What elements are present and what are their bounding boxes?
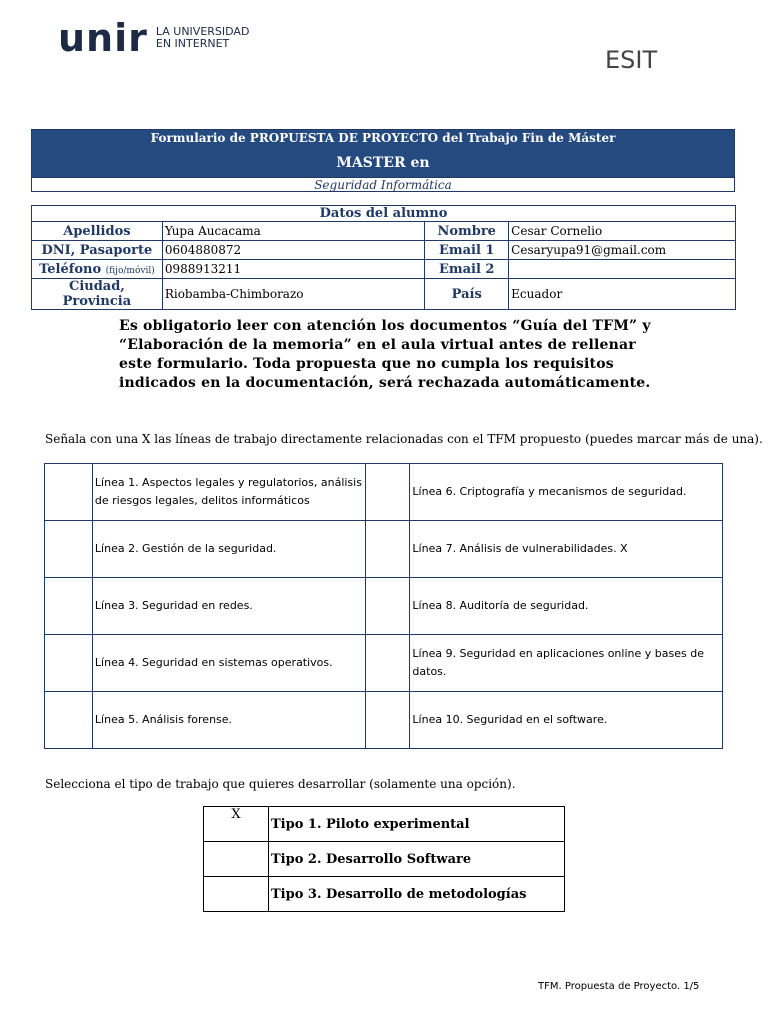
linea-checkbox[interactable] (45, 464, 93, 521)
telefono-label-text: Teléfono (39, 261, 102, 277)
form-title: Formulario de PROPUESTA DE PROYECTO del Trabajo Fin de Máster (150, 131, 616, 145)
linea-label: Línea 7. Análisis de vulnerabilidades. X (410, 521, 723, 578)
lineas-instruction: Señala con una X las líneas de trabajo directamente relacionadas con el TFM propuesto (puedes marcar más de una). (45, 432, 763, 446)
logo-wordmark: unir (58, 16, 148, 60)
form-title-box (31, 129, 735, 192)
logo-tagline-line2: EN INTERNET (155, 37, 230, 50)
linea-label: Línea 3. Seguridad en redes. (92, 578, 365, 635)
telefono-field[interactable]: 0988913211 (162, 260, 424, 279)
tipo-row (204, 842, 565, 877)
dni-field[interactable]: 0604880872 (162, 241, 424, 260)
telefono-note: (fijo/móvil) (105, 265, 155, 276)
tipo-checkbox[interactable] (204, 877, 269, 912)
linea-label: Línea 9. Seguridad en aplicaciones online y bases de datos. (410, 635, 723, 692)
linea-checkbox[interactable] (45, 635, 93, 692)
pais-label: País (425, 279, 509, 310)
linea-label: Línea 10. Seguridad en el software. (410, 692, 723, 749)
nombre-label: Nombre (425, 222, 509, 241)
page-footer: TFM. Propuesta de Proyecto. 1/5 (538, 981, 700, 992)
linea-label: Línea 2. Gestión de la seguridad. (92, 521, 365, 578)
form-title-band (32, 130, 734, 177)
lineas-row (45, 692, 723, 749)
ciudad-field[interactable]: Riobamba-Chimborazo (162, 279, 424, 310)
student-data-header: Datos del alumno (32, 206, 736, 222)
email1-field[interactable]: Cesaryupa91@gmail.com (509, 241, 736, 260)
lineas-row (45, 635, 723, 692)
ciudad-label: Ciudad, Provincia (32, 279, 163, 310)
nombre-field[interactable]: Cesar Cornelio (509, 222, 736, 241)
linea-label: Línea 1. Aspectos legales y regulatorios, análisis de riesgos legales, delitos informáticos (92, 464, 365, 521)
linea-checkbox[interactable] (365, 635, 410, 692)
student-data-table (31, 205, 736, 310)
lineas-row (45, 578, 723, 635)
linea-checkbox[interactable] (45, 521, 93, 578)
linea-checkbox[interactable] (365, 464, 410, 521)
email1-label: Email 1 (425, 241, 509, 260)
tipos-table (203, 806, 565, 912)
master-title: MASTER en (336, 155, 430, 171)
mandatory-notice: Es obligatorio leer con atención los documentos “Guía del TFM” y “Elaboración de la memoria” en el aula virtual antes de rellenar este formulario. Toda propuesta que no cumpla los requisitos indicados en la documentación, será rechazada automáticamente. (119, 318, 651, 391)
email2-label: Email 2 (425, 260, 509, 279)
linea-checkbox[interactable] (45, 692, 93, 749)
logo-tagline-line1: LA UNIVERSIDAD (155, 25, 250, 38)
master-name: Seguridad Informática (32, 177, 734, 192)
tipo-label: Tipo 2. Desarrollo Software (269, 842, 565, 877)
tipo-label: Tipo 3. Desarrollo de metodologías (269, 877, 565, 912)
lineas-table (44, 463, 723, 749)
tipo-row (204, 877, 565, 912)
lineas-row (45, 464, 723, 521)
tipo-instruction: Selecciona el tipo de trabajo que quieres desarrollar (solamente una opción). (45, 777, 516, 791)
email2-field[interactable] (509, 260, 736, 279)
linea-label: Línea 5. Análisis forense. (92, 692, 365, 749)
linea-label: Línea 6. Criptografía y mecanismos de seguridad. (410, 464, 723, 521)
linea-label: Línea 8. Auditoría de seguridad. (410, 578, 723, 635)
tipo-row (204, 807, 565, 842)
pais-field[interactable]: Ecuador (509, 279, 736, 310)
linea-checkbox[interactable] (45, 578, 93, 635)
unir-logo (58, 18, 249, 58)
apellidos-field[interactable]: Yupa Aucacama (162, 222, 424, 241)
tipo-checkbox[interactable] (204, 842, 269, 877)
apellidos-label: Apellidos (32, 222, 163, 241)
linea-checkbox[interactable] (365, 521, 410, 578)
lineas-row (45, 521, 723, 578)
dni-label: DNI, Pasaporte (32, 241, 163, 260)
tipo-checkbox[interactable]: X (204, 807, 269, 842)
tipo-label: Tipo 1. Piloto experimental (269, 807, 565, 842)
linea-checkbox[interactable] (365, 578, 410, 635)
linea-label: Línea 4. Seguridad en sistemas operativos. (92, 635, 365, 692)
linea-checkbox[interactable] (365, 692, 410, 749)
esit-label: ESIT (605, 46, 658, 74)
logo-tagline (156, 26, 250, 50)
telefono-label (32, 260, 163, 279)
